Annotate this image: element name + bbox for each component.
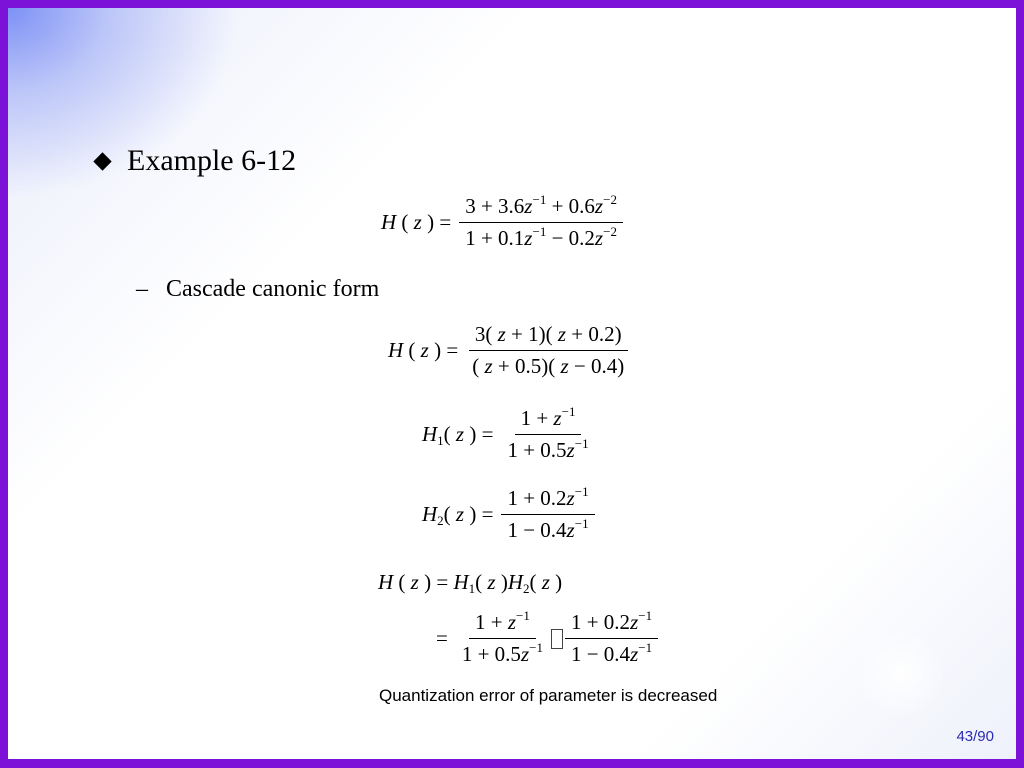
- eq4-fraction: [501, 486, 594, 543]
- eq1-numerator: $3 + 3.6z^{-1} + 0.6z^{-2}$: [459, 194, 623, 223]
- eq6-fraction-2: [565, 610, 658, 667]
- eq3-fraction: [501, 406, 594, 463]
- equation-h1: [422, 406, 595, 463]
- eq6-numerator-1: $1 + z^{-1}$: [469, 610, 536, 639]
- eq6-denominator-2: $1 - 0.4z^{-1}$: [570, 640, 653, 666]
- eq4-lhs: $H_2$( z ) =: [422, 502, 494, 528]
- eq1-denominator: $1 + 0.1z^{-1} - 0.2z^{-2}$: [465, 224, 617, 250]
- title-bullet: [86, 144, 296, 178]
- eq6-numerator-2: $1 + 0.2z^{-1}$: [565, 610, 658, 639]
- eq1-lhs: H ( z ) =: [381, 210, 452, 234]
- eq6-denominator-1: $1 + 0.5z^{-1}$: [461, 640, 543, 666]
- equation-factored: [388, 322, 630, 379]
- equation-product: [378, 570, 570, 595]
- subtitle-text: Cascade canonic form: [166, 276, 380, 302]
- eq2-denominator: ( z + 0.5)( z − 0.4): [472, 354, 625, 378]
- dash-bullet: –: [136, 276, 148, 302]
- eq3-numerator: $1 + z^{-1}$: [515, 406, 582, 435]
- equation-cascade: [436, 610, 658, 667]
- decorative-glow: [856, 629, 946, 719]
- missing-glyph-icon: [551, 629, 563, 649]
- diamond-bullet-icon: [93, 152, 111, 170]
- eq6-equals: =: [436, 626, 448, 650]
- eq2-numerator: 3( z + 1)( z + 0.2): [469, 322, 628, 351]
- eq3-denominator: $1 + 0.5z^{-1}$: [507, 436, 589, 462]
- page-number: 43/90: [956, 728, 994, 745]
- eq4-numerator: $1 + 0.2z^{-1}$: [501, 486, 594, 515]
- equation-transfer-function: [381, 194, 623, 251]
- equation-h2: [422, 486, 595, 543]
- subtitle-row: [136, 276, 379, 303]
- eq4-denominator: $1 - 0.4z^{-1}$: [507, 516, 589, 542]
- eq5-lhs: H ( z ) = $H_1$( z )$H_2$( z ): [378, 570, 563, 596]
- slide-title: Example 6-12: [127, 144, 297, 177]
- eq2-fraction: [466, 322, 630, 379]
- eq3-lhs: $H_1$( z ) =: [422, 422, 494, 448]
- eq2-lhs: H ( z ) =: [388, 338, 459, 362]
- eq6-fraction-1: [456, 610, 549, 667]
- note-text: Quantization error of parameter is decreased: [379, 686, 718, 705]
- eq1-fraction: [459, 194, 623, 251]
